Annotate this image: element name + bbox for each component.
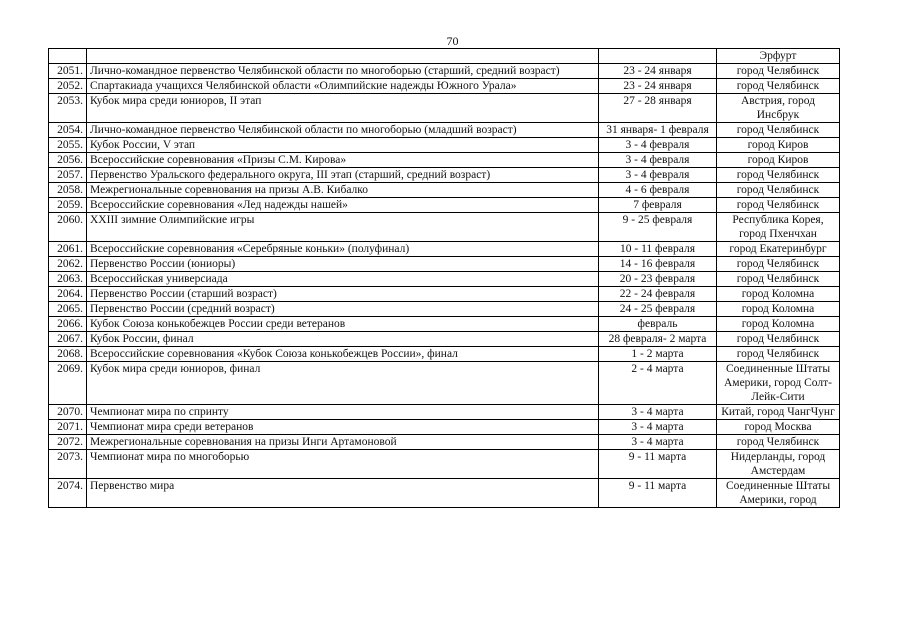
event-dates: 7 февраля [599,198,717,213]
table-row [49,405,840,420]
table-row [49,479,840,508]
row-number: 2060. [49,213,87,242]
date-cell [599,49,717,64]
table-row [49,242,840,257]
event-dates: 3 - 4 марта [599,420,717,435]
event-dates: 27 - 28 января [599,94,717,123]
event-place: город Челябинск [717,123,840,138]
event-name: Первенство России (средний возраст) [87,302,599,317]
event-dates: 3 - 4 февраля [599,168,717,183]
event-name: Лично-командное первенство Челябинской области по многоборью (младший возраст) [87,123,599,138]
event-dates: 9 - 25 февраля [599,213,717,242]
event-place: город Челябинск [717,64,840,79]
event-dates: 24 - 25 февраля [599,302,717,317]
event-place: город Киров [717,153,840,168]
event-dates: 4 - 6 февраля [599,183,717,198]
event-dates: 9 - 11 марта [599,479,717,508]
event-name: Первенство России (старший возраст) [87,287,599,302]
event-name: Кубок мира среди юниоров, финал [87,362,599,405]
table-row [49,153,840,168]
row-number: 2061. [49,242,87,257]
event-dates: 20 - 23 февраля [599,272,717,287]
event-place: город Челябинск [717,332,840,347]
row-number: 2071. [49,420,87,435]
event-name: Первенство России (юниоры) [87,257,599,272]
table-row [49,362,840,405]
row-number: 2056. [49,153,87,168]
row-number: 2058. [49,183,87,198]
table-row [49,213,840,242]
event-name: Кубок мира среди юниоров, II этап [87,94,599,123]
event-name: Чемпионат мира по спринту [87,405,599,420]
row-number: 2057. [49,168,87,183]
event-name: Первенство мира [87,479,599,508]
event-name: Кубок России, финал [87,332,599,347]
event-place: город Челябинск [717,79,840,94]
event-place: Австрия, город Инсбрук [717,94,840,123]
event-dates: 1 - 2 марта [599,347,717,362]
event-place: город Коломна [717,302,840,317]
event-dates: 23 - 24 января [599,79,717,94]
table-row [49,198,840,213]
row-number: 2070. [49,405,87,420]
row-number: 2073. [49,450,87,479]
event-dates: 31 января- 1 февраля [599,123,717,138]
event-place: город Коломна [717,287,840,302]
event-place: город Челябинск [717,257,840,272]
event-place: Соединенные Штаты Америки, город Солт-Лейк-Сити [717,362,840,405]
event-place: Китай, город ЧангЧунг [717,405,840,420]
table-row [49,64,840,79]
event-place: город Челябинск [717,347,840,362]
table-row [49,317,840,332]
table-row [49,302,840,317]
event-dates: 10 - 11 февраля [599,242,717,257]
table-row [49,94,840,123]
event-dates: 3 - 4 марта [599,405,717,420]
row-number: 2072. [49,435,87,450]
row-number: 2055. [49,138,87,153]
event-name: XXIII зимние Олимпийские игры [87,213,599,242]
event-dates: 9 - 11 марта [599,450,717,479]
page-number: 70 [446,34,459,48]
event-name: Всероссийские соревнования «Призы С.М. Кирова» [87,153,599,168]
event-place: Соединенные Штаты Америки, город [717,479,840,508]
row-number: 2053. [49,94,87,123]
event-name: Всероссийские соревнования «Кубок Союза конькобежцев России», финал [87,347,599,362]
table-row [49,257,840,272]
event-place: город Челябинск [717,198,840,213]
event-place: Нидерланды, город Амстердам [717,450,840,479]
event-name: Первенство Уральского федерального округа, III этап (старший, средний возраст) [87,168,599,183]
event-name: Межрегиональные соревнования на призы Инги Артамоновой [87,435,599,450]
event-place: город Челябинск [717,435,840,450]
table-row [49,138,840,153]
event-place: Республика Корея, город Пхенчхан [717,213,840,242]
event-dates: 2 - 4 марта [599,362,717,405]
event-name: Спартакиада учащихся Челябинской области «Олимпийские надежды Южного Урала» [87,79,599,94]
table-row [49,332,840,347]
event-dates: февраль [599,317,717,332]
event-name: Чемпионат мира по многоборью [87,450,599,479]
row-number: 2068. [49,347,87,362]
row-number: 2059. [49,198,87,213]
table-row [49,168,840,183]
event-dates: 3 - 4 марта [599,435,717,450]
row-number: 2066. [49,317,87,332]
num-cell [49,49,87,64]
row-number: 2069. [49,362,87,405]
table-row [49,287,840,302]
event-dates: 3 - 4 февраля [599,138,717,153]
table-row [49,183,840,198]
event-name: Кубок Союза конькобежцев России среди ветеранов [87,317,599,332]
event-name: Всероссийские соревнования «Лед надежды нашей» [87,198,599,213]
table-row [49,79,840,94]
event-name: Кубок России, V этап [87,138,599,153]
row-number: 2067. [49,332,87,347]
event-cell [87,49,599,64]
event-name: Чемпионат мира среди ветеранов [87,420,599,435]
event-place: город Екатеринбург [717,242,840,257]
event-place: город Челябинск [717,168,840,183]
event-place: город Киров [717,138,840,153]
row-number: 2052. [49,79,87,94]
event-dates: 28 февраля- 2 марта [599,332,717,347]
row-number: 2065. [49,302,87,317]
table-row [49,435,840,450]
row-number: 2062. [49,257,87,272]
event-name: Лично-командное первенство Челябинской области по многоборью (старший, средний возраст) [87,64,599,79]
events-table [48,48,840,508]
table-row [49,123,840,138]
event-dates: 23 - 24 января [599,64,717,79]
event-dates: 22 - 24 февраля [599,287,717,302]
table-row [49,450,840,479]
continuation-row [49,49,840,64]
event-place: город Москва [717,420,840,435]
event-name: Всероссийские соревнования «Серебряные коньки» (полуфинал) [87,242,599,257]
event-name: Межрегиональные соревнования на призы А.В. Кибалко [87,183,599,198]
table-row [49,272,840,287]
event-place: город Челябинск [717,272,840,287]
row-number: 2051. [49,64,87,79]
row-number: 2054. [49,123,87,138]
event-place: город Челябинск [717,183,840,198]
event-dates: 14 - 16 февраля [599,257,717,272]
event-place: город Коломна [717,317,840,332]
event-dates: 3 - 4 февраля [599,153,717,168]
table-row [49,420,840,435]
place-cell: Эрфурт [717,49,840,64]
row-number: 2074. [49,479,87,508]
event-name: Всероссийская универсиада [87,272,599,287]
table-row [49,347,840,362]
row-number: 2064. [49,287,87,302]
row-number: 2063. [49,272,87,287]
